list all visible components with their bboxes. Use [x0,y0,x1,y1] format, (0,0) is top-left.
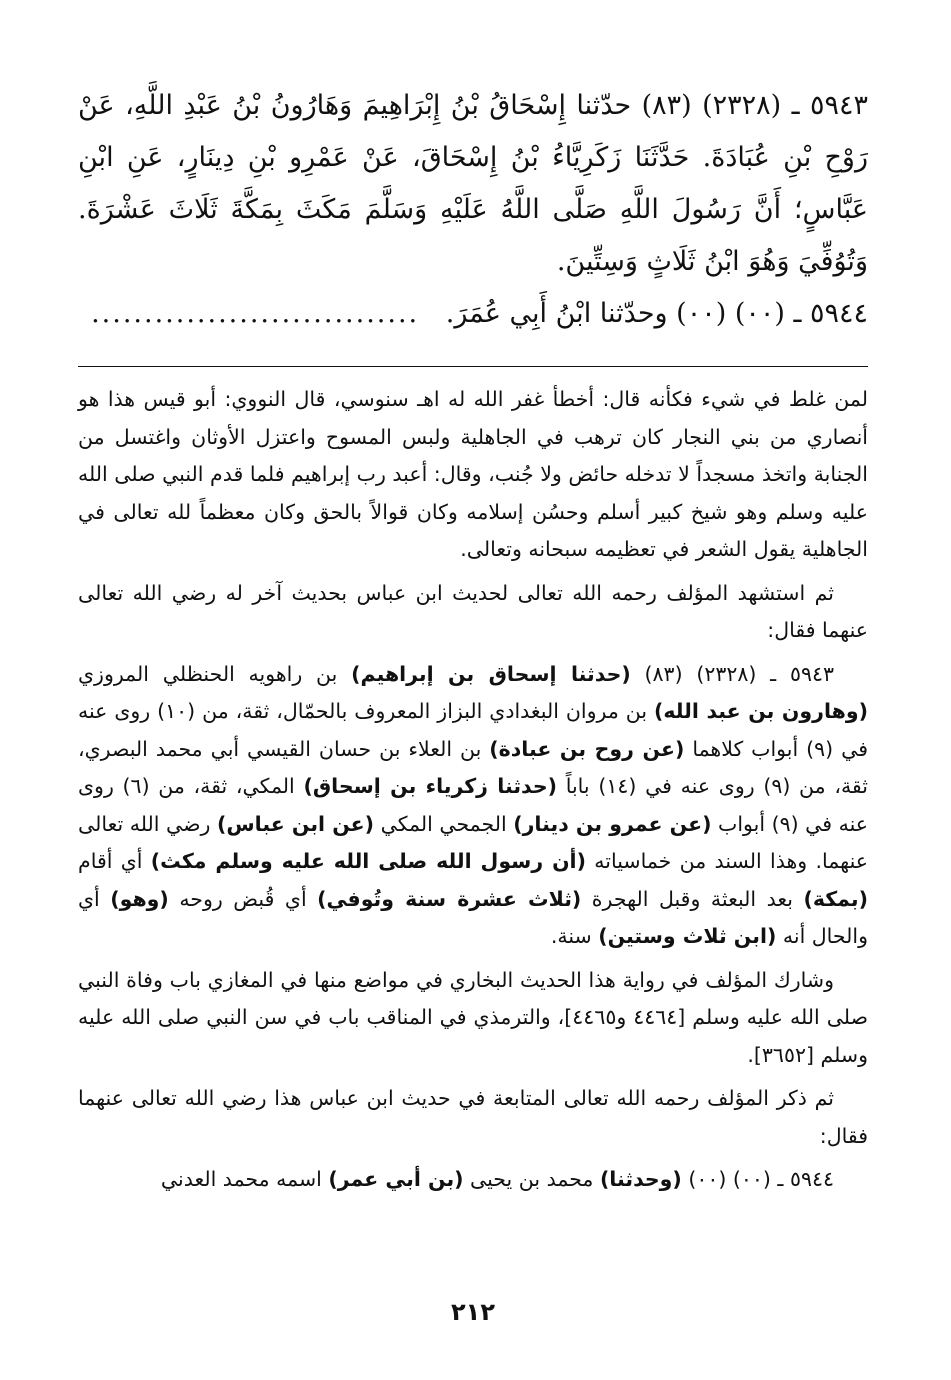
text-span: بن راهويه الحنظلي المروزي [78,661,352,686]
text-span: بعد البعثة وقبل الهجرة [581,886,804,911]
text-span: أي والحال أنه [78,886,868,948]
text-span: بن مروان البغدادي البزاز المعروف بالحمّال، ثقة، من (١٠) روى عنه في (٩) أبواب كلاهما [78,699,868,761]
text-span: أي أقام [78,849,151,873]
bold-quote: (بمكة) [803,886,868,911]
text-span: محمد بن يحيى [463,1167,600,1191]
hadith-5944 [78,288,868,340]
text-span: رضي الله تعالى عنهما. وهذا السند من خماسياته [78,811,868,873]
hadith-text [78,80,868,340]
commentary-paragraph-1: لمن غلط في شيء فكأنه قال: أخطأ غفر الله له اهـ سنوسي، قال النووي: أبو قيس هذا هو أنصاري من بني النجار كان ترهب في الجاهلية ولبس المسوح واعتزل الأوثان واغتسل من الجنابة واتخذ مسجداً لا تدخله حائض ولا جُنب، وقال: أعبد رب إبراهيم فلما قدم النبي صلى الله عليه وسلم وهو شيخ كبير أسلم وحسُن إسلامه وكان قوالاً بالحق وكان معظماً لله تعالى في الجاهلية يقول الشعر في تعظيمه سبحانه وتعالى. [78,387,868,561]
commentary-paragraph-6 [78,1161,868,1199]
bold-quote: (بن أبي عمر) [328,1167,464,1191]
commentary [78,381,868,1199]
bold-quote: (عن روح بن عبادة) [489,736,685,761]
bold-quote: (وحدثنا) [599,1167,682,1191]
text-span: الجمحي المكي [374,811,514,836]
bold-quote: (وهو) [110,886,169,911]
ellipsis-dots: ............................... [91,298,420,329]
text-span: اسمه محمد العدني [160,1167,329,1191]
text-span: ٥٩٤٤ ـ (٠٠) (٠٠) [681,1167,834,1191]
bold-quote: (حدثنا زكرياء بن إسحاق) [303,774,558,798]
bold-quote: (عن عمرو بن دينار) [513,811,712,836]
text-span: سنة. [550,924,599,948]
text-span: بن العلاء بن حسان القيسي أبي محمد البصري، ثقة، من (٩) روى عنه في (١٤) باباً [78,736,869,798]
hadith-5943: ٥٩٤٣ ـ (٢٣٢٨) (٨٣) حدّثنا إِسْحَاقُ بْنُ إِبْرَاهِيمَ وَهَارُونُ بْنُ عَبْدِ اللَّهِ، عَنْ رَوْحِ بْنِ عُبَادَةَ. حَدَّثَنَا زَكَرِيَّاءُ بْنُ إِسْحَاقَ، عَنْ عَمْرِو بْنِ دِينَارٍ، عَنِ ابْنِ عَبَّاسٍ؛ أَنَّ رَسُولَ اللَّهِ صَلَّى اللَّهُ عَلَيْهِ وَسَلَّمَ مَكَثَ بِمَكَّةَ ثَلَاثَ عَشْرَةَ. وَتُوُفِّيَ وَهُوَ ابْنُ ثَلَاثٍ وَسِتِّينَ. [78,90,868,277]
bold-quote: (ابن ثلاث وستين) [598,924,777,948]
commentary-paragraph-4: وشارك المؤلف في رواية هذا الحديث البخاري في مواضع منها في المغازي باب وفاة النبي صلى الله عليه وسلم [٤٤٦٤ و٤٤٦٥]، والترمذي في المناقب باب في سن النبي صلى الله عليه وسلم [٣٦٥٢]. [78,967,868,1067]
bold-quote: (ثلاث عشرة سنة وتُوفي) [317,886,582,911]
hadith-5944-text: ٥٩٤٤ ـ (٠٠) (٠٠) وحدّثنا ابْنُ أَبِي عُمَرَ. [445,298,868,329]
footnote-separator [78,366,868,367]
commentary-paragraph-5: ثم ذكر المؤلف رحمه الله تعالى المتابعة في حديث ابن عباس هذا رضي الله تعالى عنهما فقال: [78,1086,868,1148]
bold-quote: (عن ابن عباس) [216,811,375,836]
bold-quote: (حدثنا إسحاق بن إبراهيم) [351,661,631,686]
book-page [78,80,868,1340]
bold-quote: (أن رسول الله صلى الله عليه وسلم مكث) [150,849,586,873]
commentary-paragraph-3 [78,656,868,956]
text-span: ٥٩٤٣ ـ (٢٣٢٨) (٨٣) [630,661,834,686]
text-span: أي قُبض روحه [168,886,318,911]
commentary-paragraph-2: ثم استشهد المؤلف رحمه الله تعالى لحديث ابن عباس بحديث آخر له رضي الله تعالى عنهما فقال: [78,580,868,642]
text-span: المكي، ثقة، من (٦) روى عنه في (٩) أبواب [78,774,868,836]
bold-quote: (وهارون بن عبد الله) [654,699,868,723]
page-number: ٢١٢ [451,1298,495,1326]
